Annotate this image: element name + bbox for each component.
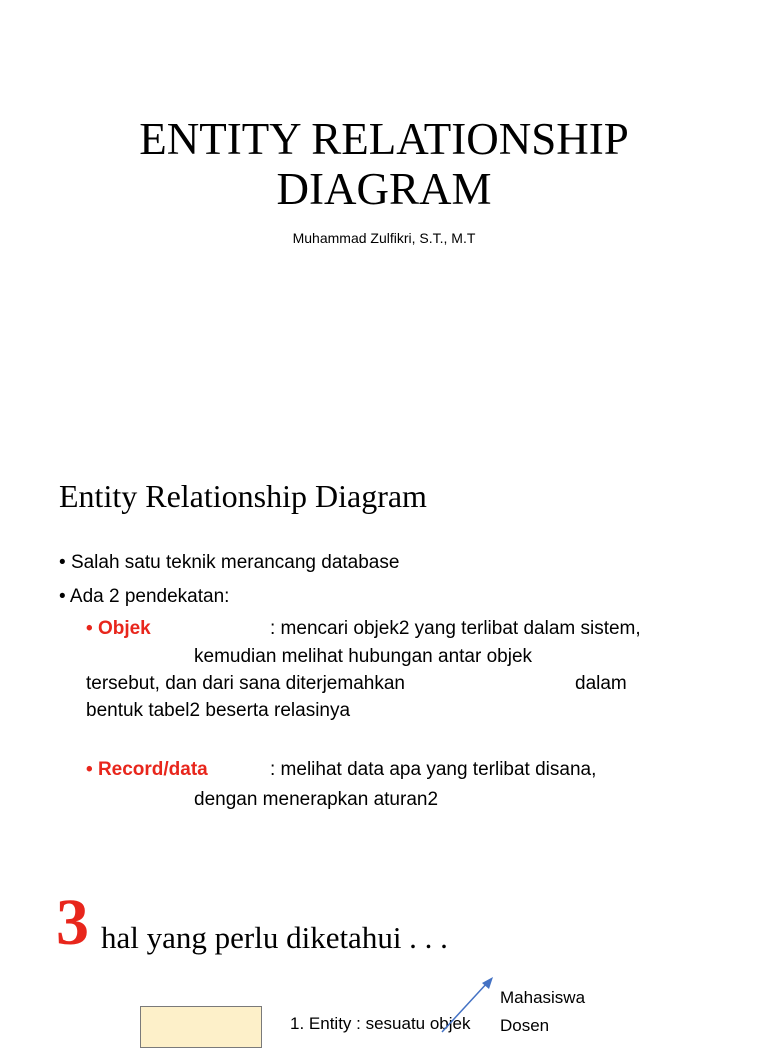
sub-bullet-record: • Record/data xyxy=(86,759,208,780)
record-description-line2: dengan menerapkan aturan2 xyxy=(194,789,439,810)
slide-title xyxy=(0,114,768,214)
bullet-text: Ada 2 pendekatan: xyxy=(69,586,230,607)
objek-description-line2: kemudian melihat hubungan antar objek xyxy=(194,646,533,667)
title-line-1: ENTITY RELATIONSHIP xyxy=(139,114,629,164)
slide-title: Entity Relationship Diagram xyxy=(59,478,427,514)
bullet-item: • Salah satu teknik merancang database xyxy=(59,552,400,573)
slide-title: hal yang perlu diketahui . . . xyxy=(101,920,448,955)
objek-description-line3-end: dalam xyxy=(575,673,627,694)
erd-definition-slide xyxy=(0,432,768,864)
entity-example-mahasiswa: Mahasiswa xyxy=(500,988,586,1007)
record-label: Record/data xyxy=(97,759,208,780)
title-slide xyxy=(0,0,768,432)
author-name: Muhammad Zulfikri, S.T., M.T xyxy=(292,230,476,246)
title-line-2: DIAGRAM xyxy=(276,164,492,214)
three-things-slide xyxy=(0,864,768,1035)
entity-item: 1. Entity : sesuatu objek xyxy=(290,1014,471,1033)
objek-description-line3: tersebut, dan dari sana diterjemahkan xyxy=(86,673,405,694)
record-description: : melihat data apa yang terlibat disana, xyxy=(270,759,597,780)
big-number: 3 xyxy=(56,886,89,959)
bullet-text: Salah satu teknik merancang database xyxy=(70,552,400,573)
sub-bullet-objek: • Objek xyxy=(86,618,151,639)
objek-description-line4: bentuk tabel2 beserta relasinya xyxy=(86,700,351,721)
arrow-icon xyxy=(440,974,500,1034)
objek-description: : mencari objek2 yang terlibat dalam sistem, xyxy=(270,618,641,639)
bullet-item: • Ada 2 pendekatan: xyxy=(59,586,230,607)
entity-box xyxy=(140,1006,262,1048)
entity-example-dosen: Dosen xyxy=(500,1016,550,1035)
objek-label: Objek xyxy=(97,618,151,639)
